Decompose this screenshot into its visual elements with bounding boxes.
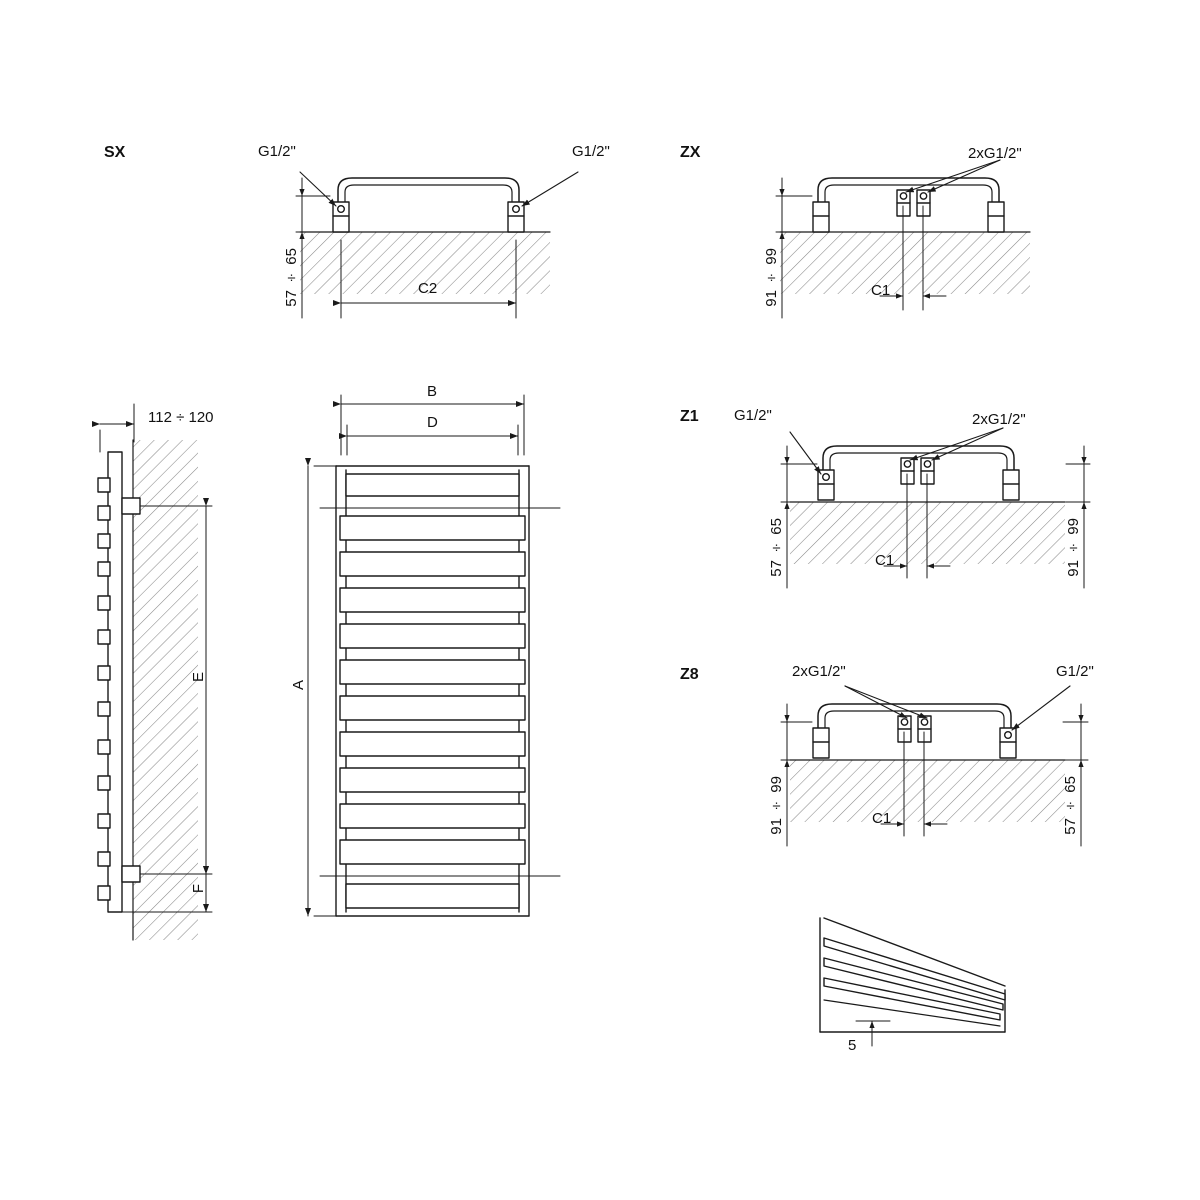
sx-width-dim-label: C2 bbox=[418, 280, 438, 297]
zx-height-range-label: 91 ÷ 99 bbox=[763, 248, 780, 307]
z1-width-dim-label: C1 bbox=[875, 552, 895, 569]
view-label-z8: Z8 bbox=[680, 666, 699, 683]
front-dim-a-label: A bbox=[290, 680, 307, 691]
detail-thickness-label: 5 bbox=[848, 1037, 857, 1054]
zx-thread-center-label: 2xG1/2" bbox=[968, 145, 1022, 162]
z8-height-left-label: 91 ÷ 99 bbox=[768, 776, 785, 835]
sx-height-range-label: 57 ÷ 65 bbox=[283, 248, 300, 307]
z8-height-right-label: 57 ÷ 65 bbox=[1062, 776, 1079, 835]
z1-thread-left-label: G1/2" bbox=[734, 407, 772, 424]
view-label-z1: Z1 bbox=[680, 408, 699, 425]
z8-wall-hatch bbox=[790, 760, 1065, 822]
front-view bbox=[308, 395, 560, 916]
z8-thread-center-label: 2xG1/2" bbox=[792, 663, 846, 680]
zx-width-dim-label: C1 bbox=[871, 282, 891, 299]
detail-view bbox=[820, 918, 1005, 1046]
zx-wall-hatch bbox=[780, 232, 1030, 294]
z1-thread-center-label: 2xG1/2" bbox=[972, 411, 1026, 428]
front-dim-d-label: D bbox=[427, 414, 438, 431]
view-label-sx: SX bbox=[104, 144, 126, 161]
sx-thread-left-label: G1/2" bbox=[258, 143, 296, 160]
front-dim-b-label: B bbox=[427, 383, 438, 400]
side-dim-e-label: E bbox=[190, 672, 207, 683]
view-label-zx: ZX bbox=[680, 144, 701, 161]
z8-thread-right-label: G1/2" bbox=[1056, 663, 1094, 680]
z8-width-dim-label: C1 bbox=[872, 810, 892, 827]
side-dim-f-label: F bbox=[190, 884, 207, 894]
z1-height-left-label: 57 ÷ 65 bbox=[768, 518, 785, 577]
sx-thread-right-label: G1/2" bbox=[572, 143, 610, 160]
side-depth-range-label: 112 ÷ 120 bbox=[148, 409, 214, 426]
z1-height-right-label: 91 ÷ 99 bbox=[1065, 518, 1082, 577]
